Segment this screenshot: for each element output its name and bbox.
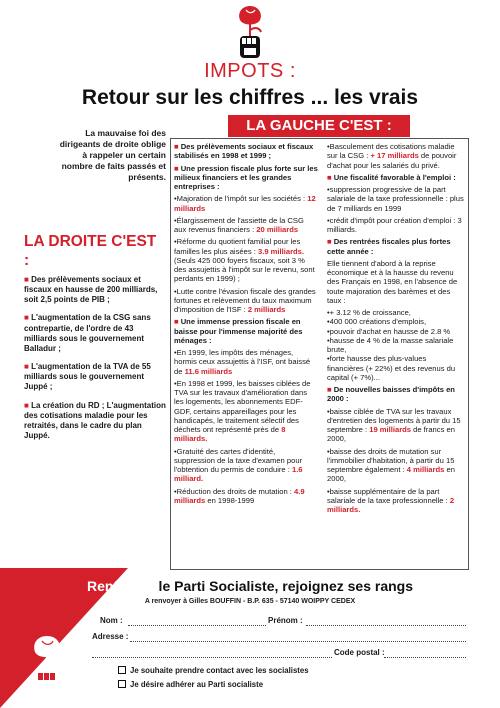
list-item: •Basculement des cotisations maladie sur la CSG : + 17 milliards de pouvoir d'achat pour les salariés du privé.	[327, 142, 457, 170]
bullet-square-icon: ■	[174, 142, 181, 151]
cta-heading: Renforcez le Parti Socialiste, rejoignez ses rangs	[86, 578, 414, 594]
bullet-square-icon: ■	[24, 400, 32, 410]
list-item: •+ 3.12 % de croissance,	[327, 308, 411, 317]
list-item: •pouvoir d'achat en hausse de 2.8 %	[327, 326, 451, 336]
list-item: •Lutte contre l'évasion fiscale des grandes fortunes et relèvement du taux maximum d'imposition de l'ISF : 2 milliards	[174, 286, 316, 314]
intro-text: La mauvaise foi des dirigeants de droite oblige à rappeler un certain nombre de faits passés et présents.	[59, 128, 166, 182]
gauche-section: ■ Des rentrées fiscales plus fortes cette année :	[327, 237, 451, 256]
list-item: •Gratuité des cartes d'identité, suppression de la taxe d'examen pour l'obtention du permis de conduire : 1.6 milliard.	[174, 446, 303, 484]
list-item: •Élargissement de l'assiette de la CSG aux revenus financiers : 20 milliards	[174, 215, 304, 234]
bullet-square-icon: ■	[24, 275, 32, 284]
checkbox-contact[interactable]: Je souhaite prendre contact avec les socialistes	[118, 666, 309, 675]
gauche-section: ■ Des prélèvements sociaux et fiscaux stabilisés en 1998 et 1999 ;	[174, 142, 314, 161]
return-address: A renvoyer à Gilles BOUFFIN - B.P. 635 - 57140 WOIPPY CEDEX	[144, 598, 356, 605]
rose-fist-logo-icon	[22, 634, 72, 700]
rose-fist-logo-icon	[228, 4, 272, 62]
page-title: IMPOTS :	[204, 60, 296, 82]
list-item: •En 1998 et 1999, les baisses ciblées de TVA sur les travaux d'amélioration dans les logements, les abonnements EDF-GDF, certains appareillages pour les handicapés, le traitement sélectif des déchets ont représenté près de 8 milliards.	[174, 378, 311, 444]
list-item: •suppression progressive de la part salariale de la taxe professionnelle : plus de 7 milliards en 1999	[327, 185, 464, 213]
list-item: •En 1999, les impôts des ménages, hormis ceux assujettis à l'ISF, ont baissé de 11.6 milliards	[174, 348, 311, 376]
list-item: Elle tiennent d'abord à la reprise économique et à la hausse du revenu des Français en 1998, en l'absence de toute majoration des barèmes et des taux :	[327, 258, 458, 305]
list-item: ■ L'augmentation de la CSG sans contrepartie, de l'ordre de 43 milliards sous le gouvernement Balladur ;	[24, 313, 151, 353]
bullet-square-icon: ■	[327, 172, 334, 182]
bullet-square-icon: ■	[174, 317, 181, 327]
list-item: •crédit d'impôt pour création d'emploi : 3 milliards.	[327, 215, 462, 234]
list-item: •Réforme du quotient familial pour les familles les plus aisées : 3.9 milliards. (Seuls 425 000 foyers fiscaux, soit 3 % des assujettis à l'impôt sur le revenu, sont perdants en 1999) ;	[174, 237, 315, 284]
adresse-field-line2[interactable]	[92, 657, 332, 658]
nom-label: Nom :	[100, 616, 123, 625]
droite-list	[24, 275, 168, 449]
adresse-field[interactable]	[130, 641, 466, 642]
checkbox-icon[interactable]	[118, 680, 126, 688]
gauche-section: ■ Une fiscalité favorable à l'emploi :	[327, 172, 456, 182]
adresse-label: Adresse :	[92, 632, 129, 641]
bullet-square-icon: ■	[24, 362, 32, 372]
list-item: •baisse supplémentaire de la part salariale de la taxe professionnelle : 2 milliards.	[327, 486, 455, 514]
list-item: •baisse ciblée de TVA sur les travaux d'entretien des logements à partir du 15 septembre : 19 milliards de francs en 2000,	[327, 406, 461, 444]
list-item: •baisse des droits de mutation sur l'immobilier d'habitation, à partir du 15 septembre également : 4 milliards en 2000,	[327, 446, 455, 484]
list-item: •hausse de 4 % de la masse salariale brute,	[327, 335, 454, 354]
bullet-square-icon: ■	[327, 237, 334, 247]
list-item: •400 000 créations d'emplois,	[327, 317, 427, 327]
gauche-right-column	[327, 142, 464, 517]
code-postal-field[interactable]	[384, 657, 466, 658]
gauche-title: LA GAUCHE C'EST :	[228, 115, 410, 137]
list-item: •Majoration de l'impôt sur les sociétés : 12 milliards	[174, 194, 316, 213]
prenom-label: Prénom :	[268, 616, 303, 625]
code-postal-label: Code postal :	[334, 648, 385, 657]
bullet-square-icon: ■	[174, 163, 181, 173]
gauche-section: ■ De nouvelles baisses d'impôts en 2000 :	[327, 385, 455, 404]
list-item: ■ Des prélèvements sociaux et fiscaux en hausse de 200 milliards, soit 2,5 points de PIB ;	[24, 275, 158, 305]
list-item: ■ L'augmentation de la TVA de 55 milliards sous le gouvernement Juppé ;	[24, 362, 151, 392]
nom-field[interactable]	[128, 625, 266, 626]
droite-title: LA DROITE C'EST :	[24, 233, 157, 270]
page-subtitle: Retour sur les chiffres ... les vrais	[81, 86, 419, 109]
gauche-section: ■ Une immense pression fiscale en baisse pour l'immense majorité des ménages :	[174, 317, 303, 345]
list-item: ■ La création du RD ; L'augmentation des cotisations maladie pour les retraités, dans le cadre du plan Juppé.	[24, 400, 166, 441]
list-item: •Réduction des droits de mutation : 4.9 milliards en 1998-1999	[174, 486, 305, 505]
checkbox-adherer[interactable]: Je désire adhérer au Parti socialiste	[118, 680, 263, 689]
checkbox-icon[interactable]	[118, 666, 126, 674]
list-item: •forte hausse des plus-values financières (+ 22%) et des revenus du capital (+ 7%)...	[327, 354, 456, 382]
prenom-field[interactable]	[306, 625, 466, 626]
gauche-section: ■ Une pression fiscale plus forte sur les milieux financiers et les grandes entreprises :	[174, 163, 318, 191]
bullet-square-icon: ■	[24, 313, 32, 323]
bullet-square-icon: ■	[327, 385, 334, 394]
gauche-left-column	[174, 142, 318, 508]
